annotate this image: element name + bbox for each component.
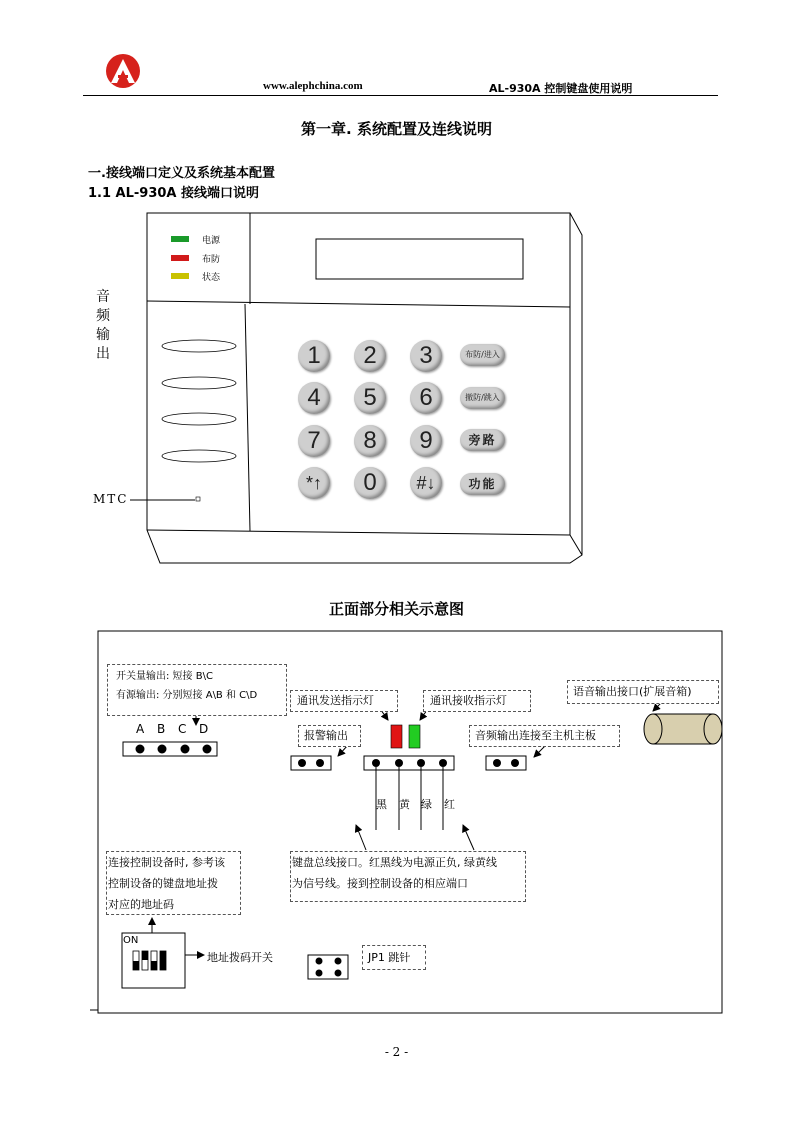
header-rule [83,95,718,96]
key-3: 3 [410,340,442,372]
led-status [171,273,189,279]
key-bypass: 旁路 [460,429,505,451]
key-disarm: 撤防/跳入 [460,387,505,409]
wire-red: 红 [444,798,455,811]
subsection-heading: 1.1 AL-930A 接线端口说明 [88,186,260,201]
comm-recv-note: 通讯接收指示灯 [423,690,531,712]
key-7: 7 [298,425,330,457]
terminal-a: A [136,722,145,736]
terminal-b: B [157,722,166,736]
led-power-label: 电源 [202,236,221,246]
dip-on-label: ON [123,935,139,946]
header-doc-title: AL-930A 控制键盘使用说明 [489,82,633,95]
key-star: *↑ [298,467,330,499]
company-logo [103,53,143,89]
key-arm: 布防/进入 [460,344,505,366]
comm-send-note: 通讯发送指示灯 [290,690,398,712]
key-4: 4 [298,382,330,414]
wire-green: 绿 [421,798,432,811]
bus-note-line2: 为信号线。接到控制设备的相应端口 [292,877,468,890]
section-heading: 一.接线端口定义及系统基本配置 [88,166,275,181]
dip-switch-label: 地址拨码开关 [207,951,273,964]
audio-output-label: 音频输出 [96,289,110,362]
key-9: 9 [410,425,442,457]
key-8: 8 [354,425,386,457]
mtc-label: MTC [93,492,129,506]
terminal-d: D [199,722,209,736]
key-function: 功能 [460,473,505,495]
bus-note-line1: 键盘总线接口。红黑线为电源正负, 绿黄线 [292,856,497,869]
key-2: 2 [354,340,386,372]
address-note [106,851,241,915]
address-note-line2: 控制设备的键盘地址拨 [108,877,218,890]
led-power [171,236,189,242]
led-status-label: 状态 [202,273,221,283]
chapter-title: 第一章. 系统配置及连线说明 [301,120,492,138]
key-5: 5 [354,382,386,414]
address-note-line3: 对应的地址码 [108,898,174,911]
key-6: 6 [410,382,442,414]
led-armed [171,255,189,261]
figure-caption: 正面部分相关示意图 [328,600,464,618]
page-number: - 2 - [384,1045,409,1059]
switch-output-line1: 开关量输出: 短接 B\C [116,671,213,682]
voice-output-note: 语音输出接口(扩展音箱) [567,680,719,704]
bus-note [290,851,526,902]
audio-output-note: 音频输出连接至主机主板 [469,725,620,747]
switch-output-line2: 有源输出: 分别短接 A\B 和 C\D [116,690,258,701]
terminal-c: C [178,722,187,736]
jp1-note: JP1 跳针 [362,945,426,970]
alarm-output-note: 报警输出 [298,725,361,747]
led-armed-label: 布防 [202,255,221,265]
key-0: 0 [354,467,386,499]
led-power-lamp [171,236,189,242]
header-website: www.alephchina.com [263,80,363,92]
wire-black: 黑 [376,798,387,811]
switch-output-note [107,664,287,716]
key-1: 1 [298,340,330,372]
address-note-line1: 连接控制设备时, 参考该 [108,856,225,869]
wire-yellow: 黄 [399,798,410,811]
key-hash: #↓ [410,467,442,499]
